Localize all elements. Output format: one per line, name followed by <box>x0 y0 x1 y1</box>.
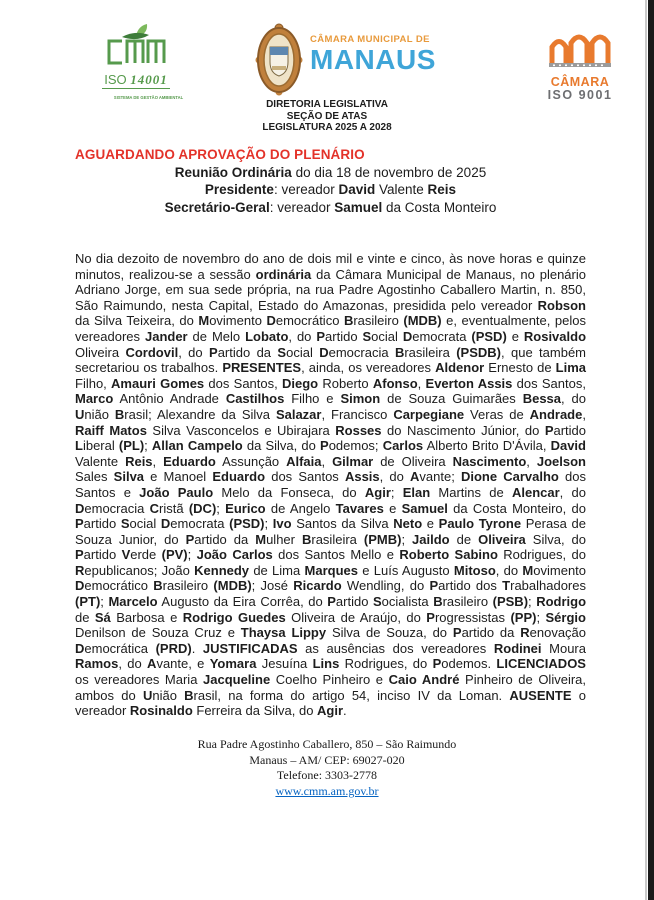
department-header <box>0 99 654 134</box>
iso-prefix: ISO <box>104 72 131 87</box>
iso-number: 14001 <box>130 72 168 87</box>
cmm-logo <box>255 22 436 96</box>
minutes-paragraph: No dia dezoito de novembro do ano de dois mil e vinte e cinco, às nove horas e quinze minutos, realizou-se a sessão ordinária da Câmara Municipal de Manaus, no plenário Adriano Jorge, em sua sede própria, na rua Padre Agostinho Caballero Martin, n. 850, São Raimundo, nesta Capital, Estado do Amazonas, presidida pelo vereador Robson da Silva Teixeira, do Movimento Democrático Brasileiro (MDB) e, eventualmente, pelos vereadores Jander de Melo Lobato, do Partido Social Democrata (PSD) e Rosivaldo Oliveira Cordovil, do Partido da Social Democracia Brasileira (PSDB), que também secretariou os trabalhos. PRESENTES, ainda, os vereadores Aldenor Ernesto de Lima Filho, Amauri Gomes dos Santos, Diego Roberto Afonso, Everton Assis dos Santos, Marco Antônio Andrade Castilhos Filho e Simon de Souza Guimarães Bessa, do União Brasil; Alexandre da Silva Salazar, Francisco Carpegiane Veras de Andrade, Raiff Matos Silva Vasconcelos e Ubirajara Rosses do Nascimento Júnior, do Partido Liberal (PL); Allan Campelo da Silva, do Podemos; Carlos Alberto Brito D'Ávila, David Valente Reis, Eduardo Assunção Alfaia, Gilmar de Oliveira Nascimento, Joelson Sales Silva e Manoel Eduardo dos Santos Assis, do Avante; Dione Carvalho dos Santos e João Paulo Melo da Fonseca, do Agir; Elan Martins de Alencar, do Democracia Cristã (DC); Eurico de Angelo Tavares e Samuel da Costa Monteiro, do Partido Social Democrata (PSD); Ivo Santos da Silva Neto e Paulo Tyrone Perasa de Souza Junior, do Partido da Mulher Brasileira (PMB); Jaildo de Oliveira Silva, do Partido Verde (PV); João Carlos dos Santos Mello e Roberto Sabino Rodrigues, do Republicanos; João Kennedy de Lima Marques e Luís Augusto Mitoso, do Movimento Democrático Brasileiro (MDB); José Ricardo Wendling, do Partido dos Trabalhadores (PT); Marcelo Augusto da Eira Corrêa, do Partido Socialista Brasileiro (PSB); Rodrigo de Sá Barbosa e Rodrigo Guedes Oliveira de Araújo, do Progressistas (PP); Sérgio Denilson de Souza Cruz e Thaysa Lippy Silva de Souza, do Partido da Renovação Democrática (PRD). JUSTIFICADAS as ausências dos vereadores Rodinei Moura Ramos, do Avante, e Yomara Jesuína Lins Rodrigues, do Podemos. LICENCIADOS os vereadores Maria Jacqueline Coelho Pinheiro e Caio André Pinheiro de Oliveira, ambos do União Brasil, na forma do artigo 54, inciso IV da Loman. AUSENTE o vereador Rosinaldo Ferreira da Silva, do Agir. <box>75 251 587 719</box>
manaus-coat-of-arms-icon <box>255 22 303 96</box>
status-banner: AGUARDANDO APROVAÇÃO DO PLENÁRIO <box>75 147 365 162</box>
footer-phone: Telefone: 3303-2778 <box>276 768 378 783</box>
meeting-info <box>75 164 586 216</box>
footer-website-link[interactable]: www.cmm.am.gov.br <box>275 783 379 798</box>
iso14001-logo <box>82 24 190 107</box>
president-line: Presidente: vereador David Valente Reis <box>204 182 457 198</box>
department-line-2: SEÇÃO DE ATAS <box>286 110 368 122</box>
iso9001-camara-label: CÂMARA <box>550 75 610 89</box>
cmm-logo-text <box>310 35 436 73</box>
camara-arches-icon <box>546 28 614 70</box>
footer <box>0 737 654 799</box>
footer-address-line2: Manaus – AM/ CEP: 69027-020 <box>249 752 405 767</box>
iso14001-label <box>102 73 170 89</box>
cmm-logo-line1: CÂMARA MUNICIPAL DE <box>310 34 430 45</box>
iso9001-label: ISO 9001 <box>547 88 613 102</box>
department-line-3: LEGISLATURA 2025 A 2028 <box>262 122 392 133</box>
iso9001-logo <box>538 28 622 102</box>
footer-address-line1: Rua Padre Agostinho Caballero, 850 – São Raimundo <box>197 737 457 751</box>
session-title: Reunião Ordinária do dia 18 de novembro de 2025 <box>174 165 487 180</box>
cmm-logo-line2: MANAUS <box>310 44 436 75</box>
cmm-green-monogram-icon <box>103 24 169 66</box>
secretary-line: Secretário-Geral: vereador Samuel da Costa Monteiro <box>164 199 497 215</box>
department-line-1: DIRETORIA LEGISLATIVA <box>266 99 388 110</box>
iso14001-subtitle: SISTEMA DE GESTÃO AMBIENTAL <box>113 95 184 101</box>
